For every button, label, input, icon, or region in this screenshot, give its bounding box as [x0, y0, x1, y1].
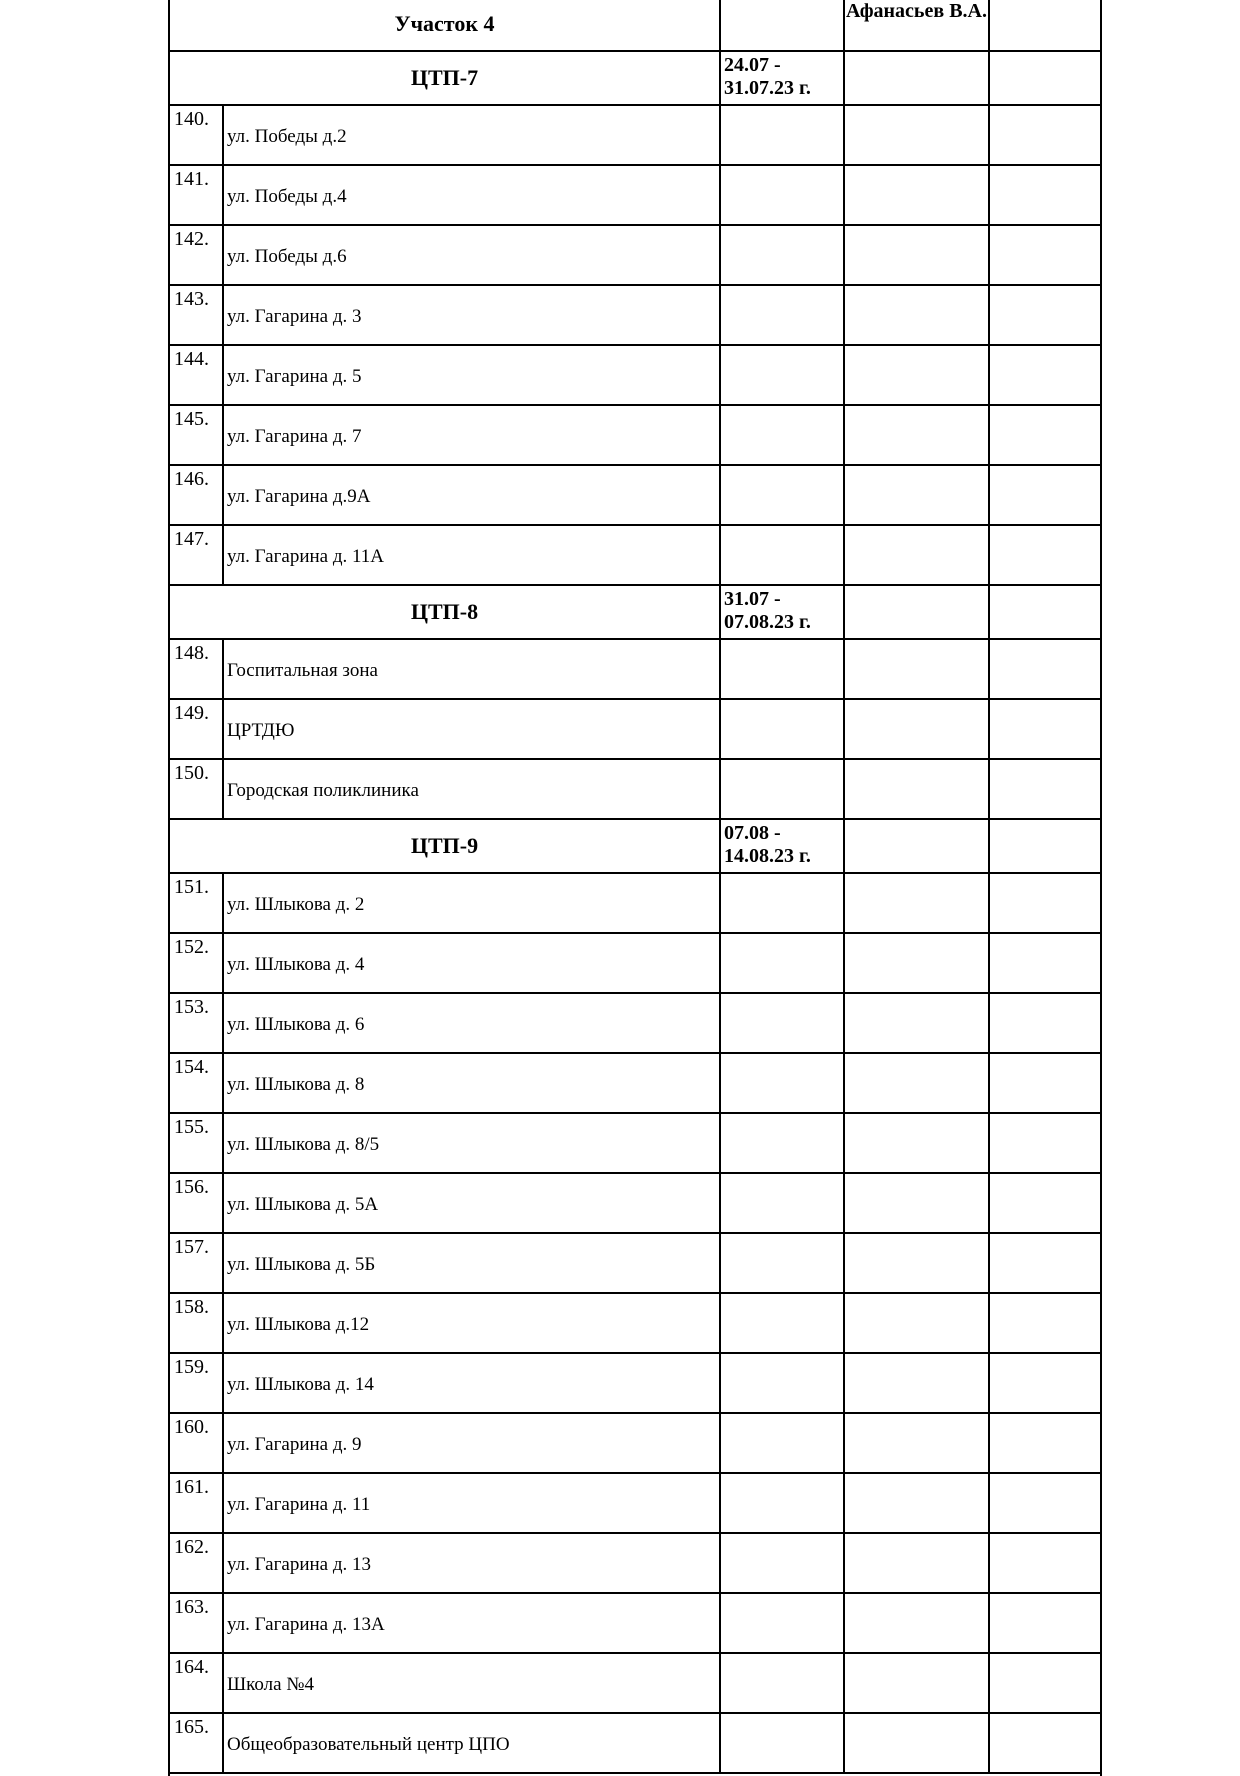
table-row — [170, 406, 1100, 466]
row-responsible-cell — [843, 994, 988, 1052]
row-status-cell — [988, 226, 1100, 284]
row-responsible-cell — [843, 226, 988, 284]
row-number: 143. — [174, 288, 209, 310]
row-date-cell — [719, 1714, 843, 1772]
status-header-cell — [988, 0, 1100, 50]
row-address: ул. Гагарина д. 13А — [222, 1594, 719, 1652]
row-number: 160. — [174, 1416, 209, 1438]
table-row — [170, 1054, 1100, 1114]
row-responsible-cell — [843, 346, 988, 404]
row-number: 149. — [174, 702, 209, 724]
table-row — [170, 994, 1100, 1054]
row-date-cell — [719, 106, 843, 164]
row-address: ул. Шлыкова д. 2 — [222, 874, 719, 932]
row-status-cell — [988, 286, 1100, 344]
row-number: 159. — [174, 1356, 209, 1378]
row-date-cell — [719, 406, 843, 464]
row-responsible-cell — [843, 1474, 988, 1532]
row-responsible-cell — [843, 700, 988, 758]
table-row — [170, 700, 1100, 760]
row-status-cell — [988, 640, 1100, 698]
row-date-cell — [719, 700, 843, 758]
row-number: 156. — [174, 1176, 209, 1198]
row-address: ул. Гагарина д. 13 — [222, 1534, 719, 1592]
row-status-cell — [988, 1714, 1100, 1772]
row-date-cell — [719, 934, 843, 992]
row-date-cell — [719, 994, 843, 1052]
row-address: Школа №4 — [222, 1654, 719, 1712]
row-address: ул. Победы д.2 — [222, 106, 719, 164]
row-date-cell — [719, 1534, 843, 1592]
date-header-cell — [719, 0, 843, 50]
row-date-cell — [719, 1474, 843, 1532]
row-status-cell — [988, 1174, 1100, 1232]
row-address: ул. Гагарина д. 11А — [222, 526, 719, 584]
row-address: ул. Шлыкова д. 4 — [222, 934, 719, 992]
table-row — [170, 106, 1100, 166]
row-address: Госпитальная зона — [222, 640, 719, 698]
row-status-cell — [988, 934, 1100, 992]
table-row — [170, 1654, 1100, 1714]
responsible-cell — [843, 820, 988, 872]
table-row — [170, 874, 1100, 934]
date-range-start: 31.07 - — [724, 588, 781, 610]
row-address: ул. Гагарина д. 9 — [222, 1414, 719, 1472]
row-responsible-cell — [843, 760, 988, 818]
table-row — [170, 226, 1100, 286]
row-responsible-cell — [843, 1714, 988, 1772]
status-cell — [988, 586, 1100, 638]
row-date-cell — [719, 466, 843, 524]
row-date-cell — [719, 1234, 843, 1292]
row-responsible-cell — [843, 166, 988, 224]
row-status-cell — [988, 1534, 1100, 1592]
row-status-cell — [988, 166, 1100, 224]
date-range-end: 31.07.23 г. — [724, 77, 811, 99]
row-address: ул. Шлыкова д.12 — [222, 1294, 719, 1352]
row-status-cell — [988, 1294, 1100, 1352]
row-number: 153. — [174, 996, 209, 1018]
row-date-cell — [719, 1354, 843, 1412]
row-status-cell — [988, 1234, 1100, 1292]
date-range-start: 07.08 - — [724, 822, 781, 844]
row-date-cell — [719, 526, 843, 584]
row-number: 155. — [174, 1116, 209, 1138]
row-responsible-cell — [843, 526, 988, 584]
row-address: ул. Гагарина д. 11 — [222, 1474, 719, 1532]
row-number: 150. — [174, 762, 209, 784]
table-row — [170, 166, 1100, 226]
row-address: ул. Шлыкова д. 5А — [222, 1174, 719, 1232]
table-row — [170, 640, 1100, 700]
row-status-cell — [988, 1054, 1100, 1112]
row-responsible-cell — [843, 1054, 988, 1112]
row-address: ул. Шлыкова д. 8 — [222, 1054, 719, 1112]
row-responsible-cell — [843, 874, 988, 932]
row-address: ул. Шлыкова д. 14 — [222, 1354, 719, 1412]
table-row — [170, 760, 1100, 820]
row-number: 144. — [174, 348, 209, 370]
row-status-cell — [988, 526, 1100, 584]
row-number: 148. — [174, 642, 209, 664]
row-status-cell — [988, 1354, 1100, 1412]
row-address: ул. Гагарина д. 5 — [222, 346, 719, 404]
row-number: 140. — [174, 108, 209, 130]
group-title: ЦТП-8 — [410, 599, 479, 624]
row-address: ул. Победы д.4 — [222, 166, 719, 224]
row-date-cell — [719, 286, 843, 344]
row-status-cell — [988, 106, 1100, 164]
row-responsible-cell — [843, 640, 988, 698]
row-status-cell — [988, 466, 1100, 524]
row-status-cell — [988, 406, 1100, 464]
row-responsible-cell — [843, 1354, 988, 1412]
row-date-cell — [719, 1654, 843, 1712]
row-address: ул. Шлыкова д. 6 — [222, 994, 719, 1052]
row-number: 141. — [174, 168, 209, 190]
row-number: 165. — [174, 1716, 209, 1738]
row-date-cell — [719, 1414, 843, 1472]
row-responsible-cell — [843, 1174, 988, 1232]
table-row — [170, 1594, 1100, 1654]
date-range — [719, 52, 843, 104]
row-address: ул. Гагарина д. 3 — [222, 286, 719, 344]
date-range-end: 07.08.23 г. — [724, 611, 811, 633]
row-status-cell — [988, 994, 1100, 1052]
row-number: 161. — [174, 1476, 209, 1498]
table-row — [170, 1234, 1100, 1294]
group-title: ЦТП-9 — [410, 833, 479, 858]
row-status-cell — [988, 760, 1100, 818]
group-header-row — [170, 820, 1100, 874]
responsible-cell — [843, 586, 988, 638]
row-status-cell — [988, 874, 1100, 932]
schedule-table — [168, 0, 1102, 1776]
status-cell — [988, 820, 1100, 872]
date-range — [719, 820, 843, 872]
row-number: 157. — [174, 1236, 209, 1258]
row-responsible-cell — [843, 406, 988, 464]
row-date-cell — [719, 1054, 843, 1112]
table-row — [170, 1354, 1100, 1414]
table-row — [170, 466, 1100, 526]
row-address: ул. Шлыкова д. 8/5 — [222, 1114, 719, 1172]
row-responsible-cell — [843, 934, 988, 992]
row-responsible-cell — [843, 1114, 988, 1172]
row-number: 162. — [174, 1536, 209, 1558]
row-responsible-cell — [843, 106, 988, 164]
row-responsible-cell — [843, 1234, 988, 1292]
date-range — [719, 586, 843, 638]
row-status-cell — [988, 1654, 1100, 1712]
responsible-cell — [843, 52, 988, 104]
row-address: ЦРТДЮ — [222, 700, 719, 758]
row-number: 164. — [174, 1656, 209, 1678]
table-row — [170, 1294, 1100, 1354]
row-number: 151. — [174, 876, 209, 898]
date-range-start: 24.07 - — [724, 54, 781, 76]
row-responsible-cell — [843, 466, 988, 524]
row-date-cell — [719, 1594, 843, 1652]
row-date-cell — [719, 226, 843, 284]
table-row — [170, 1474, 1100, 1534]
table-row — [170, 1414, 1100, 1474]
section-title: Участок 4 — [394, 11, 495, 36]
table-row — [170, 1174, 1100, 1234]
row-date-cell — [719, 1114, 843, 1172]
row-date-cell — [719, 640, 843, 698]
row-address: ул. Гагарина д.9А — [222, 466, 719, 524]
row-number: 163. — [174, 1596, 209, 1618]
row-status-cell — [988, 1594, 1100, 1652]
row-date-cell — [719, 1174, 843, 1232]
row-address: Городская поликлиника — [222, 760, 719, 818]
row-responsible-cell — [843, 1414, 988, 1472]
row-date-cell — [719, 760, 843, 818]
table-row — [170, 1714, 1100, 1774]
status-cell — [988, 52, 1100, 104]
table-row — [170, 526, 1100, 586]
group-header-row — [170, 52, 1100, 106]
row-address: Общеобразовательный центр ЦПО — [222, 1714, 719, 1772]
row-number: 145. — [174, 408, 209, 430]
row-address: ул. Победы д.6 — [222, 226, 719, 284]
table-row — [170, 286, 1100, 346]
row-number: 147. — [174, 528, 209, 550]
row-status-cell — [988, 700, 1100, 758]
row-date-cell — [719, 166, 843, 224]
date-range-end: 14.08.23 г. — [724, 845, 811, 867]
row-responsible-cell — [843, 1594, 988, 1652]
table-row — [170, 346, 1100, 406]
row-address: ул. Гагарина д. 7 — [222, 406, 719, 464]
group-header-row — [170, 586, 1100, 640]
responsible-person: Афанасьев В.А. — [843, 0, 988, 50]
row-status-cell — [988, 1474, 1100, 1532]
row-number: 146. — [174, 468, 209, 490]
row-number: 152. — [174, 936, 209, 958]
row-responsible-cell — [843, 286, 988, 344]
row-number: 158. — [174, 1296, 209, 1318]
row-status-cell — [988, 346, 1100, 404]
table-row — [170, 1114, 1100, 1174]
table-row — [170, 1534, 1100, 1594]
table-header-row — [170, 0, 1100, 52]
row-date-cell — [719, 1294, 843, 1352]
row-responsible-cell — [843, 1294, 988, 1352]
row-date-cell — [719, 874, 843, 932]
row-status-cell — [988, 1114, 1100, 1172]
table-row — [170, 934, 1100, 994]
group-title: ЦТП-7 — [410, 65, 479, 90]
row-responsible-cell — [843, 1654, 988, 1712]
row-address: ул. Шлыкова д. 5Б — [222, 1234, 719, 1292]
row-date-cell — [719, 346, 843, 404]
row-responsible-cell — [843, 1534, 988, 1592]
row-number: 142. — [174, 228, 209, 250]
row-status-cell — [988, 1414, 1100, 1472]
row-number: 154. — [174, 1056, 209, 1078]
